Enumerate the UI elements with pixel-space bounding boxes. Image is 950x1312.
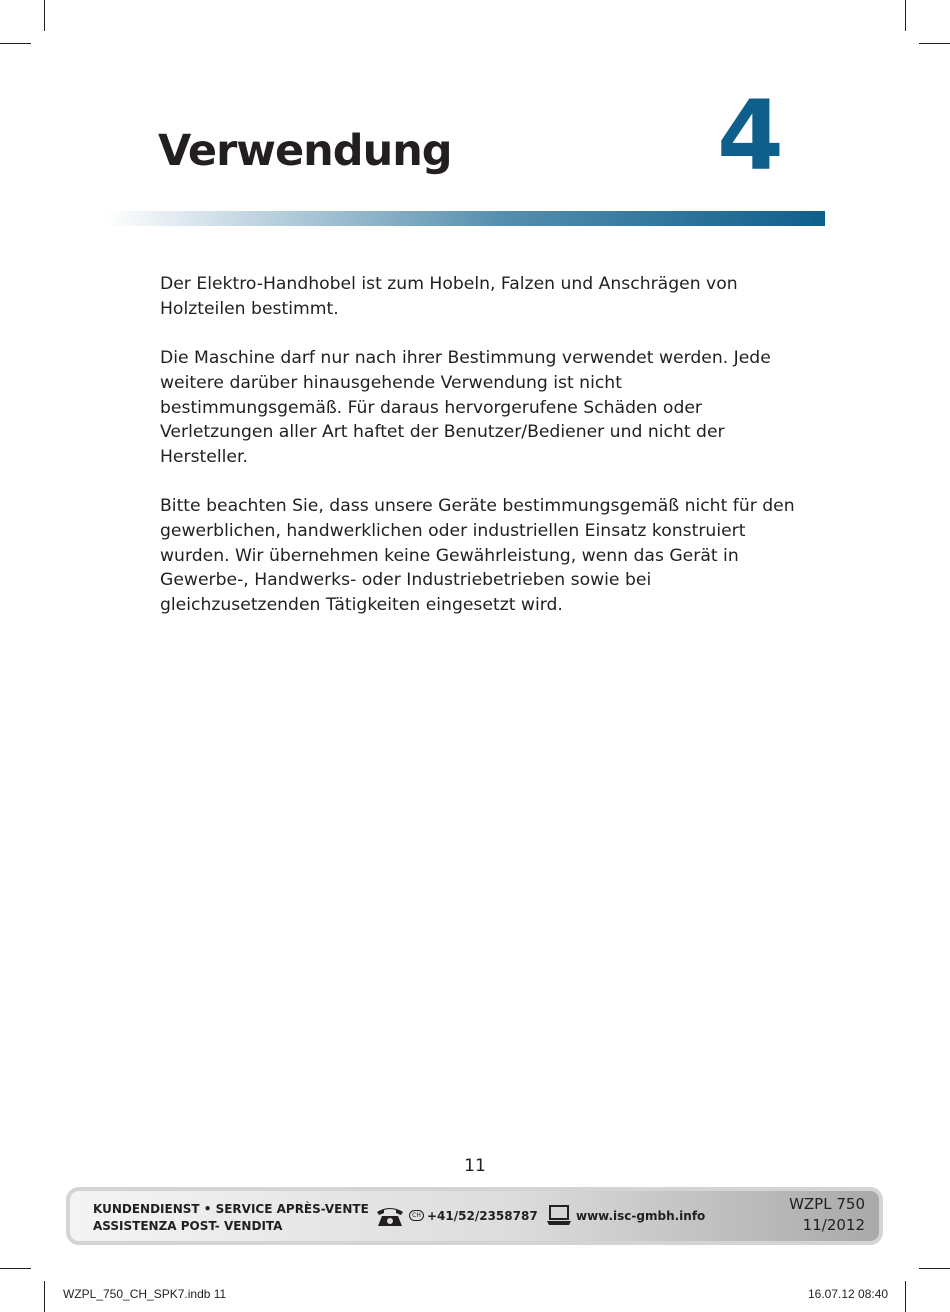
crop-mark xyxy=(919,1268,950,1269)
country-code-badge: CH xyxy=(409,1210,424,1221)
service-phone: +41/52/2358787 xyxy=(427,1209,538,1223)
telephone-icon xyxy=(375,1204,405,1228)
body-text xyxy=(160,272,800,643)
laptop-icon xyxy=(546,1203,572,1227)
paragraph: Die Maschine darf nur nach ihrer Bestimmung verwendet werden. Jede weitere darüber hinausgehende Verwendung ist nicht bestimmungsgemäß. Für daraus hervorgerufene Schäden oder Verletzungen aller Art haftet der Benutzer/Bediener und nicht der Hersteller. xyxy=(160,348,771,467)
crop-mark xyxy=(905,0,906,31)
print-slug-file: WZPL_750_CH_SPK7.indb 11 xyxy=(63,1287,227,1301)
crop-mark xyxy=(0,1268,31,1269)
crop-mark xyxy=(905,1281,906,1312)
service-website: www.isc-gmbh.info xyxy=(576,1209,706,1223)
crop-mark xyxy=(919,43,950,44)
paragraph: Bitte beachten Sie, dass unsere Geräte bestimmungsgemäß nicht für den gewerblichen, handwerklichen oder industriellen Einsatz konstruiert wurden. Wir übernehmen keine Gewährleistung, wenn das Gerät in Gewerbe-, Handwerks- oder Industriebetrieben sowie bei gleichzusetzenden Tätigkeiten eingesetzt wird. xyxy=(160,496,795,616)
page-title: Verwendung xyxy=(158,126,452,176)
model-name: WZPL 750 xyxy=(789,1195,865,1213)
paragraph: Der Elektro-Handhobel ist zum Hobeln, Falzen und Anschrägen von Holzteilen bestimmt. xyxy=(160,274,738,319)
service-line: ASSISTENZA POST- VENDITA xyxy=(93,1219,283,1233)
page-number: 11 xyxy=(464,1156,486,1176)
header-gradient-rule xyxy=(104,211,825,226)
crop-mark xyxy=(0,43,31,44)
model-info xyxy=(789,1194,865,1236)
service-line: KUNDENDIENST • SERVICE APRÈS-VENTE xyxy=(93,1202,369,1216)
print-slug-datetime: 16.07.12 08:40 xyxy=(808,1287,889,1301)
crop-mark xyxy=(44,0,45,31)
model-date: 11/2012 xyxy=(802,1216,865,1234)
chapter-number: 4 xyxy=(717,80,781,192)
crop-mark xyxy=(44,1281,45,1312)
service-footer xyxy=(66,1187,883,1245)
service-label xyxy=(93,1201,369,1235)
